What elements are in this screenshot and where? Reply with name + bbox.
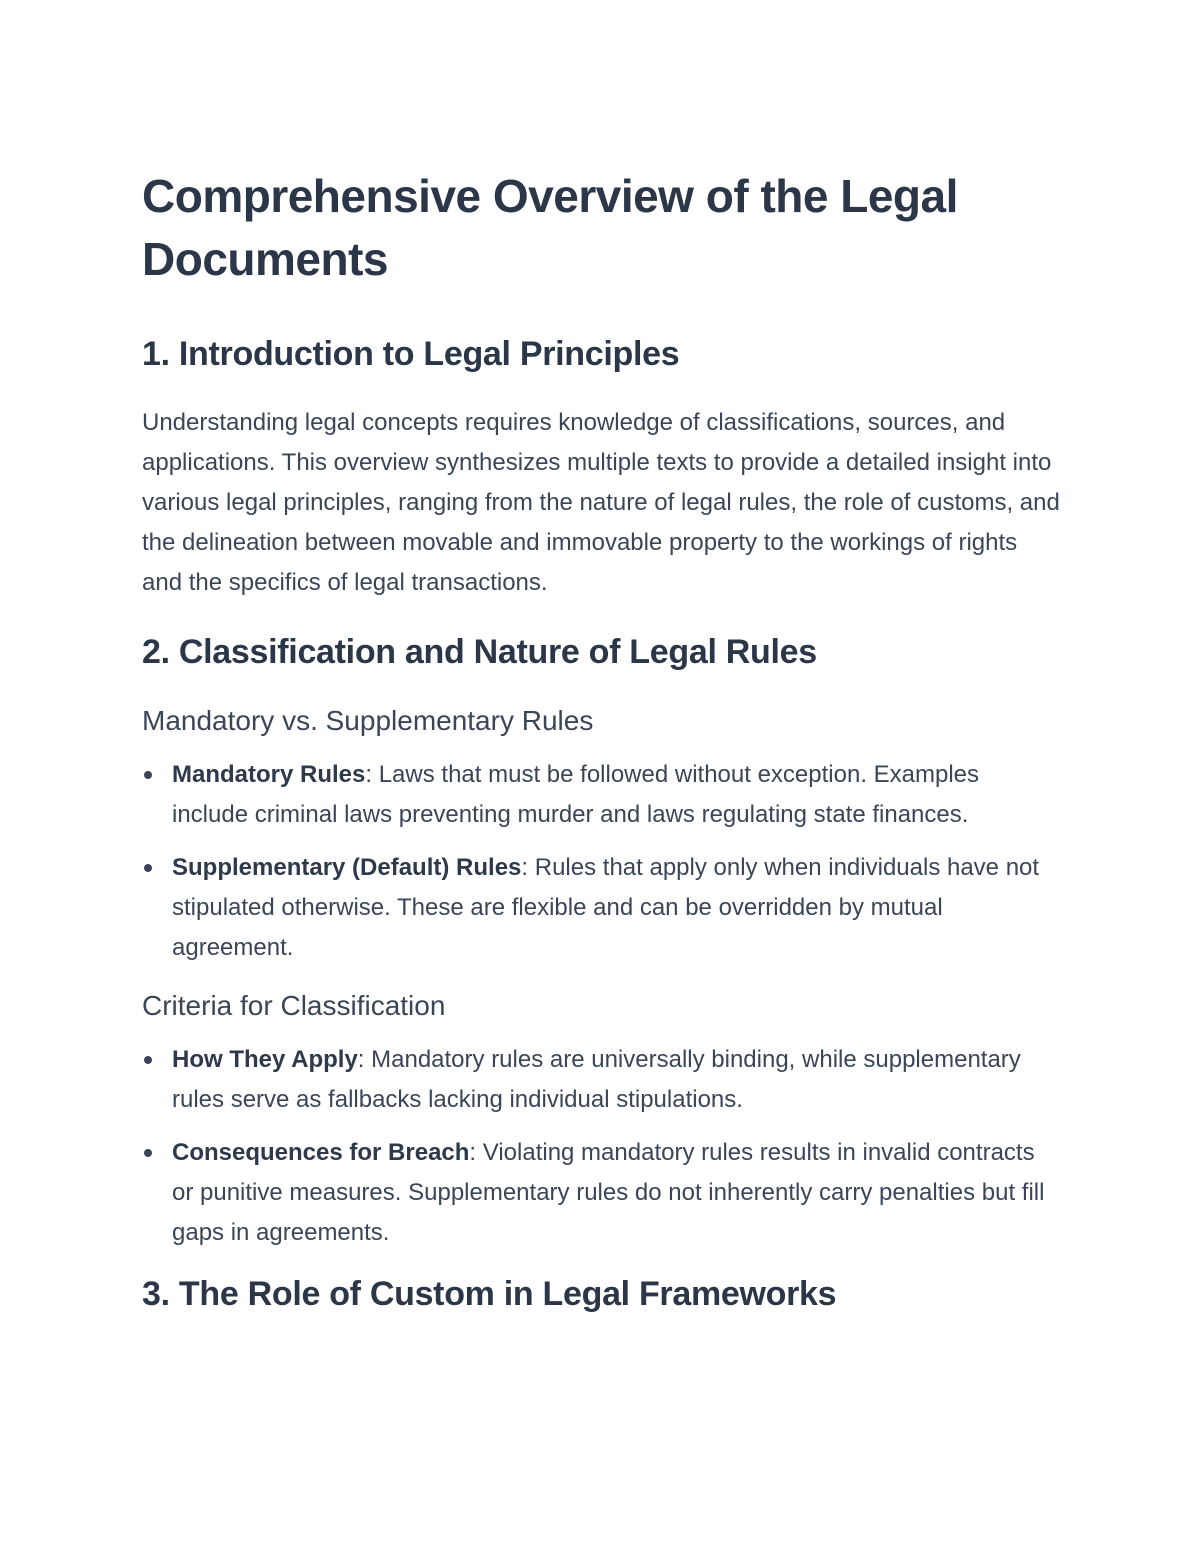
section-paragraph: Understanding legal concepts requires knowledge of classifications, sources, and applications. This overview synthesizes multiple texts to provide a detailed insight into various legal principles, ranging from the nature of legal rules, the role of customs, and the delineation between movable and immovable property to the workings of rights and the specifics of legal transactions. — [142, 409, 1060, 596]
section-heading: 1. Introduction to Legal Principles — [142, 335, 680, 373]
bullet-icon — [144, 864, 152, 872]
list-item-term: How They Apply — [172, 1046, 358, 1073]
bullet-list — [142, 1040, 1060, 1253]
section-classification — [142, 629, 1060, 1253]
document-title: Comprehensive Overview of the Legal Documents — [142, 170, 958, 285]
section-heading: 2. Classification and Nature of Legal Rules — [142, 633, 817, 671]
subsection-heading: Criteria for Classification — [142, 990, 446, 1021]
list-item-term: Supplementary (Default) Rules — [172, 854, 522, 881]
bullet-list — [142, 755, 1060, 968]
list-item-term: Consequences for Breach — [172, 1139, 470, 1166]
list-item-text: : Violating mandatory rules results in invalid contracts or punitive measures. Supplementary rules do not inherently carry penalties but fill gaps in agreements. — [172, 1139, 1045, 1246]
list-item-text: : Rules that apply only when individuals have not stipulated otherwise. These are flexible and can be overridden by mutual agreement. — [172, 854, 1040, 961]
list-item-text: : Laws that must be followed without exception. Examples include criminal laws preventing murder and laws regulating state finances. — [172, 761, 980, 828]
bullet-icon — [144, 1056, 152, 1064]
bullet-icon — [144, 1149, 152, 1157]
list-item-term: Mandatory Rules — [172, 761, 366, 788]
section-custom — [142, 1271, 1060, 1317]
list-item-text: : Mandatory rules are universally binding, while supplementary rules serve as fallbacks lacking individual stipulations. — [172, 1046, 1021, 1113]
list-item — [142, 1133, 1060, 1253]
section-introduction — [142, 331, 1060, 603]
list-item — [142, 848, 1060, 968]
section-heading: 3. The Role of Custom in Legal Frameworks — [142, 1275, 837, 1313]
subsection-heading: Mandatory vs. Supplementary Rules — [142, 705, 594, 736]
list-item — [142, 1040, 1060, 1120]
list-item — [142, 755, 1060, 835]
bullet-icon — [144, 771, 152, 779]
